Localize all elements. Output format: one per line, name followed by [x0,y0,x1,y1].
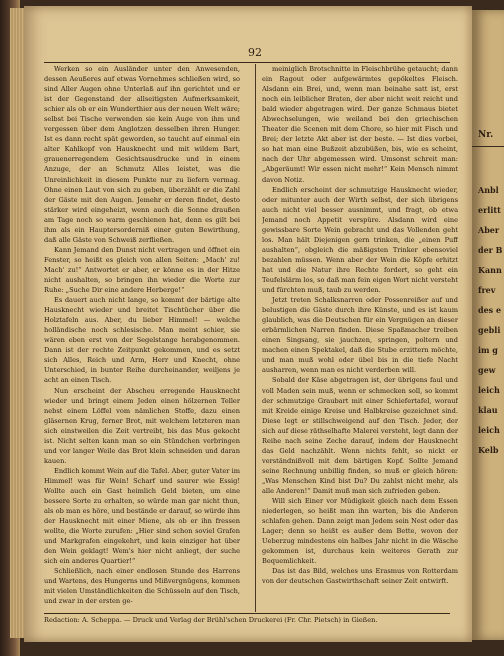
adjacent-page-heading: Nr. [478,130,494,140]
adjacent-word: Kann [478,265,502,275]
footer-rule [44,613,450,614]
paragraph: Endlich erscheint der schmutzige Hausknecht wieder, oder mitunter auch der Wirth selbst, der sich übrigens auch nicht viel besser ausnimmt, und fragt, ob etwa Jemand noch Appetit verspüre. Alsdann wird eine gewissbare Sorte Wein gebracht und das Vollenden geht los. Man hält Diejenigen gern trinken, die „einen Puff aushalten“, obgleich die mäßigsten Trinker ebensoviel bezahlen müssen. Wenn aber der Wein die Köpfe erhitzt hat und die Natur ihre Rechte fordert, so geht ein Teufelslärm los, so daß man fein eigen Wort nicht versteht und fürchten muß, taub zu werden. [262,185,458,295]
paragraph: Nun erscheint der Abscheu erregende Hausknecht wieder und bringt einem Jeden einen hölzernen Teller nebst einem Löffel vom nämlichen Stoffe, dazu einen gläsernen Krug, ferner Brot, mit welchem letzteren man sich einstweilen die Zeit vertreibt, bis das Mus gekocht ist. Nicht selten kann man so ein Stündchen verbringen und vor langer Weile das Brot klein schneiden und daran kauen. [44,386,240,465]
adjacent-word: erlitt [478,205,501,215]
adjacent-word: gebli [478,325,501,335]
paragraph: Es dauert auch nicht lange, so kommt der bärtige alte Hausknecht wieder und breitet Tischtücher über die Holztafeln aus. Aber, du lieber Himmel! — welche holländische noch schlesische. Man meint schier, sie wären eben erst von der Segelstange herabgenommen. Dann ist der rechte Zeitpunkt gekommen, und es setzt sich Alles, Reich und Arm, Herr und Knecht, ohne Unterschied, in bunter Reihe durcheinander, weiljens je acht an einen Tisch. [44,296,240,385]
paragraph: Schließlich, nach einer endlosen Stunde des Harrens und Wartens, des Hungerns und Mißvergnügens, kommen mit vielen Umständlichkeiten die Schüsseln auf den Tisch, und zwar in der ersten ge- [44,567,240,606]
adjacent-page-rule [472,146,504,147]
paragraph: Kann Jemand den Dunst nicht vertragen und öffnet ein Fenster, so heißt es gleich von allen Seiten: „Mach' zu! Mach' zu!“ Antwortet er aber, er könne es in der Hitze nicht aushalten, so bringen ihn wieder die Worte zur Ruhe: „Suche Dir eine andere Herberge!“ [44,245,240,295]
left-text-column [44,64,240,616]
adjacent-word: im g [478,345,498,355]
adjacent-word: leich [478,385,500,395]
adjacent-word: Anbl [478,185,499,195]
paragraph: Jetzt treten Schalksnarren oder Possenreißer auf und belustigen die Gäste durch ihre Künste, und es ist kaum glaublich, was die Deutschen für ein Vergnügen an dieser erbärmlichen Narren finden. Diese Spaßmacher treiben einen Singsang, sie jauchzen, springen, poltern und machen einen Spektakel, daß die Stube erzittern möchte, und man muß wohl oder übel bis in die tiefe Nacht ausharren, wenn man es nicht verderben will. [262,296,458,375]
page-number: 92 [248,46,262,59]
adjacent-word: gew [478,365,496,375]
adjacent-word: Aber [478,225,500,235]
paragraph: Werken so ein Ausländer unter den Anwesenden, dessen Aeußeres auf etwas Vornehmes schließen wird, so sind Aller Augen ohne Unterlaß auf ihn gerichtet und er ist der Gegenstand der allseitigsten Aufmerksamkeit, schier als ob er ein Wunderthier aus der neuen Welt wäre; selbst bei Tische verwenden sie kein Auge von ihm und vergessen über dem Anglotzen desselben ihren Hunger. Ist es dann recht spät geworden, so taucht auf einmal ein alter Kahlkopf von Hausknecht und mit wildem Bart, grauenerregendem Gesichtsausdrucke und in einem Anzuge, der an Schmutz Alles leistet, was die Unreinlichkeit in diesem Punkte nur zu liefern vermag. Ohne einen Laut von sich zu geben, überzählt er die Zahl der Gäste mit den Augen. Jemehr er deren findet, desto stärker wird eingeheizt, wenn auch die Sonne draußen am Tage noch so warm geschienen hat, denn es gilt bei ihm als ein Hauptersorderniß einer guten Bewirthung, daß alle Gäste von Schweiß zerfließen. [44,65,240,244]
adjacent-page [472,10,504,640]
paragraph: Das ist das Bild, welches uns Erasmus von Rotterdam von der deutschen Gastwirthschaft seiner Zeit entwirft. [262,567,458,586]
adjacent-word: Kelb [478,445,499,455]
adjacent-word: der B [478,245,503,255]
imprint-line: Redaction: A. Scheppa. — Druck und Verlag der Brühl'schen Druckerei (Fr. Chr. Pietsch) in Gießen. [44,616,378,624]
adjacent-word: frev [478,285,496,295]
column-divider [255,64,256,612]
adjacent-word: leich [478,425,500,435]
adjacent-word: des e [478,305,502,315]
header-rule [44,62,450,63]
paragraph: Will sich Einer vor Müdigkeit gleich nach dem Essen niederlegen, so heißt man ihn warten, bis die Anderen schlafen gehen. Dann zeigt man Jedem sein Nest oder das Lager; denn so heißt es außer dem Bette, wovon der Ueberzug mindestens ein halbes Jahr nicht in die Wäsche gekommen ist, durchaus kein weiteres Gerath zur Bequemlichkeit. [262,497,458,566]
right-text-column [262,64,458,616]
paragraph: meiniglich Brotschnitte in Fleischbrühe getaucht; dann ein Ragout oder aufgewärmtes gepökeltes Fleisch. Alsdann ein Brei, und, wenn man beinahe satt ist, erst noch ein leiblicher Braten, der aber nicht weit reicht und bald wieder abgetragen wird. Der ganze Schmaus bietet Abwechselungen, wie weiland bei den griechischen Theater die Scenen mit dem Chore, so hier mit Fisch und Brei; der letzte Akt aber ist der beste. — Ist dies vorbei, so hat man eine Bußzeit abzubüßen, bis, wie es scheint, nach der Uhr abgemessen wird. Umsonst schreit man: „Abgeräumt! Wir essen nicht mehr!“ Kein Mensch nimmt davon Notiz. [262,65,458,184]
paragraph: Endlich kommt Wein auf die Tafel. Aber, guter Vater im Himmel! was für Wein! Scharf und saurer wie Essig! Wollte auch ein Gast heimlich Geld bieten, um eine bessere Sorte zu erhalten, so würde man gar nicht thun, als ob man es höre, und bestände er darauf, so würde ihm der Hausknecht mit einer Miene, als ob er ihn fressen wollte, die Worte zurufen: „Hier sind schon soviel Grafen und Markgrafen eingekehrt, und kein einziger hat über den Wein geklagt! Wem's hier nicht anliegt, der suche sich ein anderes Quartier!“ [44,466,240,566]
adjacent-word: klau [478,405,498,415]
adjacent-page-words [478,180,504,460]
paragraph: Sobald der Käse abgetragen ist, der übrigens faul und voll Maden sein muß, wenn er schmecken soll, so kommt der schmutzige Graubart mit einer Schiefertafel, worauf mit Kreide einige Kreise und Halbkreise gezeichnet sind. Diese legt er stillschweigend auf den Tisch. Jeder, der sich auf diese räthselhafte Malerei versteht, legt dann der Reihe nach seine Zeche darauf, indem der Hausknecht das Geld nachzählt. Wenn nichts fehlt, so nickt er verständnißvoll mit dem bärtigen Kopf. Sollte Jemand seine Rechnung unbillig finden, so muß er gleich hören: „Was Menschen Kind bist Du? Du zahlst nicht mehr, als alle Anderen!“ Damit muß man sich zufrieden geben. [262,376,458,495]
